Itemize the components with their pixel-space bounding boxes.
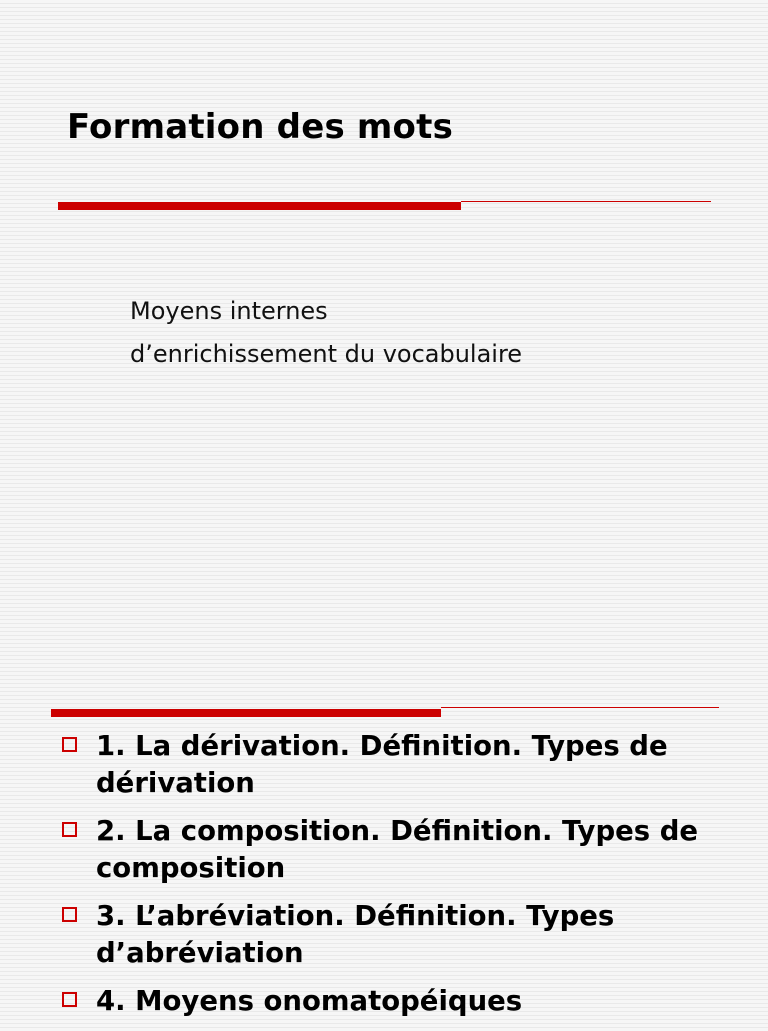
outline-item — [62, 813, 752, 887]
hollow-square-bullet-icon — [62, 992, 77, 1007]
slide-title: Formation des mots — [67, 107, 454, 147]
outline-item-text: 4. Moyens onomatopéiques — [96, 985, 523, 1017]
outline-item-text: 3. L’abréviation. Définition. Types d’abréviation — [96, 900, 615, 969]
outline-item — [62, 728, 752, 802]
subtitle-line: Moyens internes — [130, 297, 328, 325]
hollow-square-bullet-icon — [62, 822, 77, 837]
hollow-square-bullet-icon — [62, 907, 77, 922]
subtitle — [130, 290, 522, 376]
section-divider-thin — [441, 707, 719, 708]
outline-item-text: 2. La composition. Définition. Types de composition — [96, 815, 699, 884]
title-divider-thin — [461, 201, 711, 202]
hollow-square-bullet-icon — [62, 737, 77, 752]
outline-item — [62, 983, 752, 1020]
section-divider-thick — [51, 709, 441, 717]
outline-list — [62, 728, 752, 1031]
outline-item — [62, 898, 752, 972]
title-divider-thick — [58, 202, 461, 210]
outline-item-text: 1. La dérivation. Définition. Types de dérivation — [96, 730, 668, 799]
subtitle-line: d’enrichissement du vocabulaire — [130, 340, 523, 368]
